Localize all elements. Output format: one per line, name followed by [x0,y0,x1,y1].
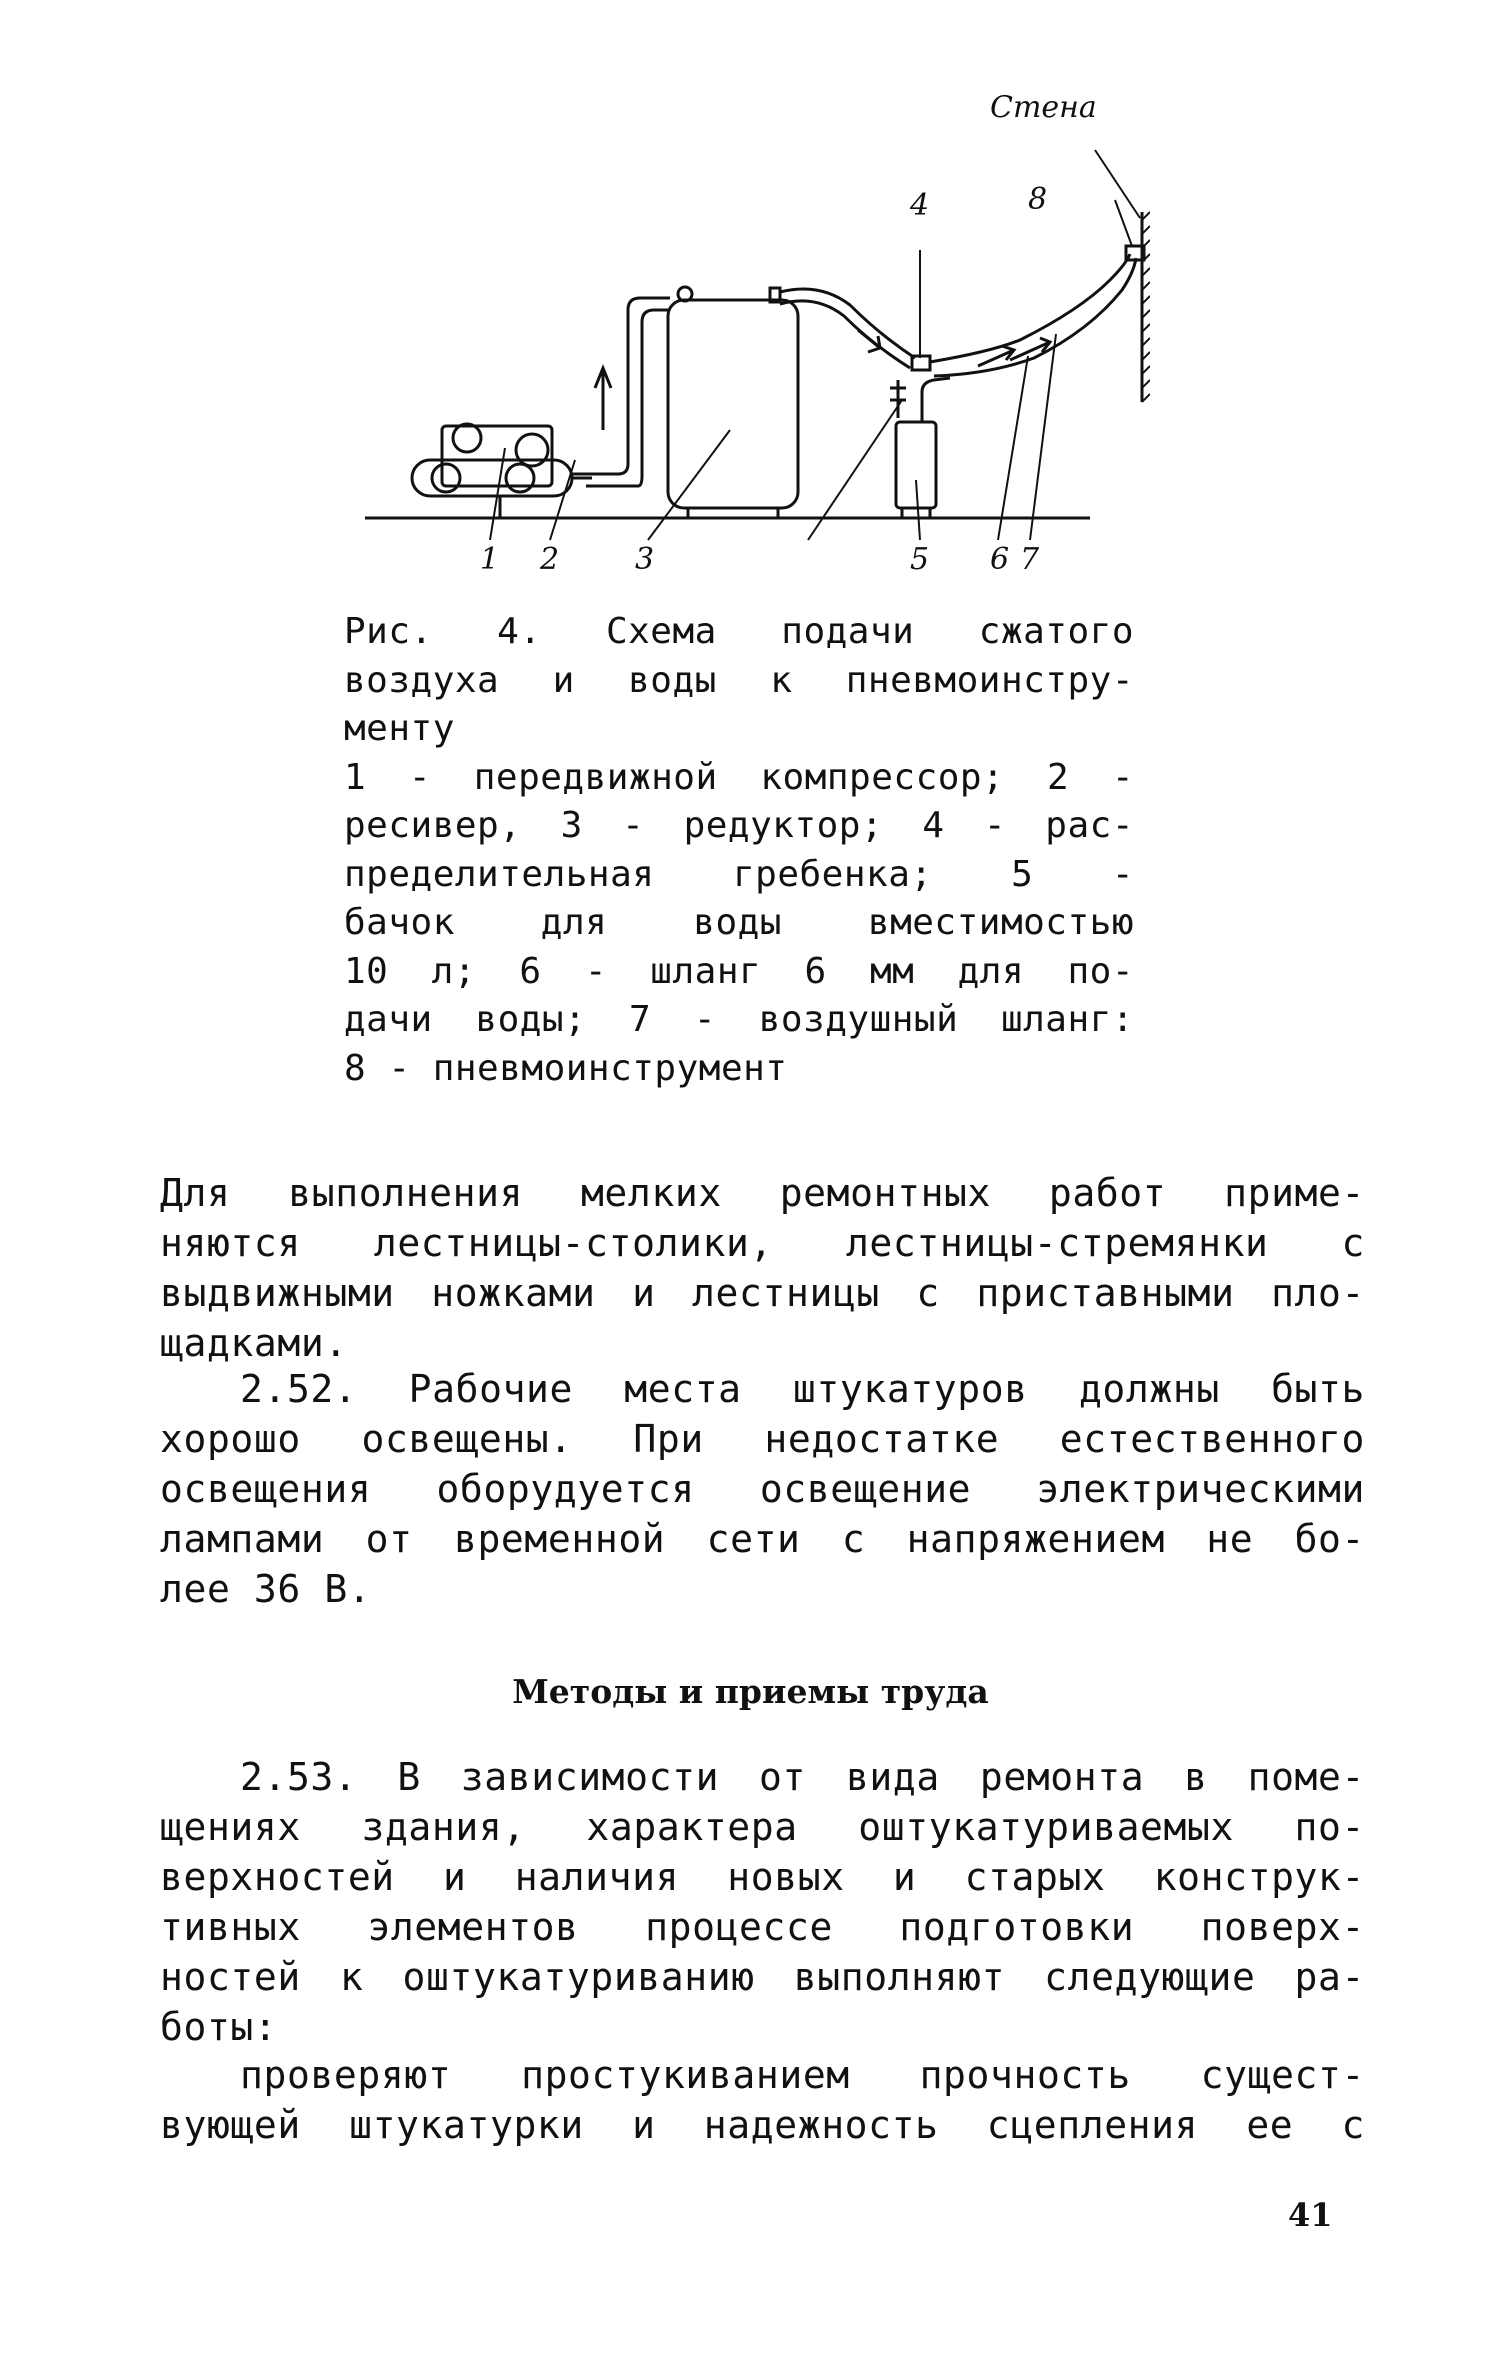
text-line: освещения оборудуется освещение электрическими [160,1467,1365,1511]
caption-line: воздуха и воды к пневмоинстру- [344,659,1134,701]
text-line: лее 36 В. [160,1567,372,1611]
receiver-tank [668,300,798,508]
caption-line: менту [344,708,455,749]
compressed-air-scheme-figure [350,90,1150,600]
caption-line: пределительная гребенка; 5 - [344,853,1134,895]
text-line: выдвижными ножками и лестницы с приставными пло- [160,1271,1365,1315]
callout-4: 4 [910,188,930,223]
callout-5: 5 [910,542,930,577]
text-line: верхностей и наличия новых и старых конструк- [160,1855,1365,1899]
callout-3: 3 [635,542,655,577]
text-line: лампами от временной сети с напряжением не бо- [160,1517,1365,1561]
text-line: 2.52. Рабочие места штукатуров должны быть [240,1367,1365,1411]
flow-arrow-up [595,368,611,430]
page-number: 41 [1288,2196,1333,2234]
text-line: ностей к оштукатуриванию выполняют следующие ра- [160,1955,1365,1999]
receiver-outlet-hose [780,289,915,358]
callout-1: 1 [480,542,500,577]
paragraph-ladders [160,1168,1365,1368]
text-line: хорошо освещены. При недостатке естественного [160,1417,1365,1461]
water-tank [896,422,936,508]
caption-line: 1 - передвижной компрессор; 2 - [344,756,1134,798]
callout-2: 2 [540,542,560,577]
callout-8: 8 [1028,182,1048,217]
caption-line: Рис. 4. Схема подачи сжатого [344,611,1134,652]
caption-line: 8 - пневмоинструмент [344,1047,788,1089]
paragraph-2-53 [160,1752,1365,2052]
paragraph-check [160,2050,1365,2150]
caption-line: 10 л; 6 - шланг 6 мм для по- [344,950,1134,992]
text-line: 2.53. В зависимости от вида ремонта в поме- [240,1755,1365,1799]
text-line: няются лестницы-столики, лестницы-стремянки с [160,1221,1365,1265]
water-hose [930,254,1130,362]
figure-caption [344,608,1134,1093]
caption-line: ресивер, 3 - редуктор; 4 - рас- [344,805,1134,846]
flow-arrow-down [858,330,880,352]
caption-line: дачи воды; 7 - воздушный шланг: [344,999,1134,1040]
text-line: щадками. [160,1321,348,1365]
text-line: вующей штукатурки и надежность сцепления ее с [160,2103,1365,2147]
caption-line: бачок для воды вместимостью [344,902,1134,943]
section-heading: Методы и приемы труда [512,1672,989,1711]
callout-6: 6 [990,542,1010,577]
text-line: проверяют простукиванием прочность сущест- [240,2053,1365,2097]
air-supply-hose [572,298,670,474]
text-line: тивных элементов процессе подготовки поверх- [160,1905,1365,1949]
text-line: щениях здания, характера оштукатуриваемых по- [160,1805,1365,1849]
callout-7: 7 [1020,542,1040,577]
text-line: боты: [160,2005,278,2049]
wall-label: Стена [990,90,1097,125]
text-line: Для выполнения мелких ремонтных работ приме- [160,1171,1365,1215]
air-hose [934,258,1136,376]
paragraph-2-52 [160,1364,1365,1614]
pressure-reducer [890,380,906,418]
